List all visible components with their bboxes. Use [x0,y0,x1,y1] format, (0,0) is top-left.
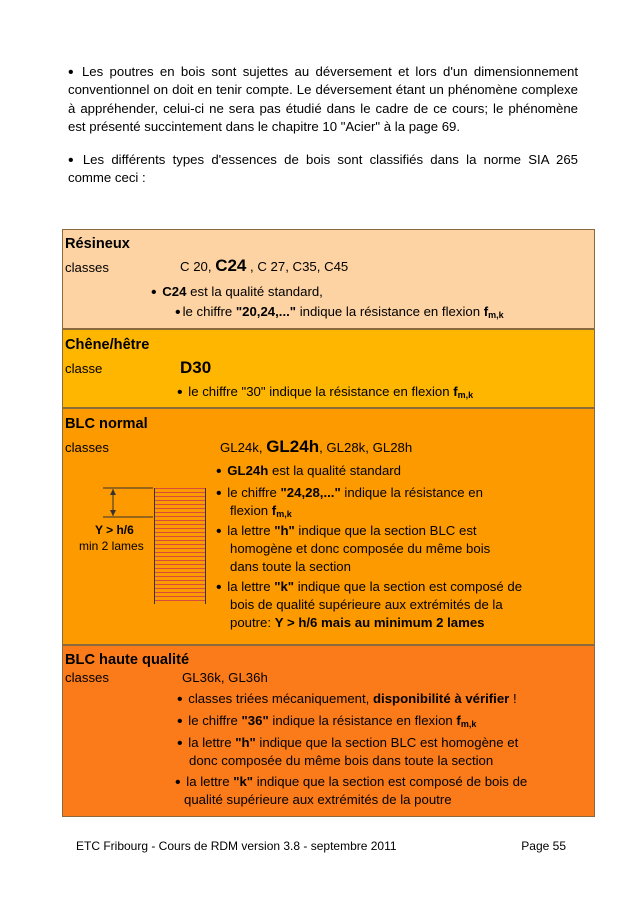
bullet-continuation: flexion $f_{m,k}$ [230,503,292,519]
classes-line: GL36k, GL36h [182,670,268,685]
bullet-icon: • [216,485,222,502]
figure-label-y: Y > h/6 [95,523,134,537]
bullet-icon: • [216,463,222,480]
bullet-icon: • [216,523,222,540]
class-d30: D30 [180,358,212,377]
bullet-icon: • [68,64,74,81]
figure-label-min: min 2 lames [79,539,144,553]
bullet-line: • la lettre "h" indique que la section BLC est homogène et [177,735,519,752]
bullet-line: • GL24h est la qualité standard [216,463,402,480]
bullet-line: • la lettre "k" indique que la section est composé de [216,579,523,596]
bullet-line: • la lettre "k" indique que la section est composé de bois de [175,774,528,791]
section-title: BLC haute qualité [65,652,190,668]
bullet-continuation: donc composée du même bois dans toute la section [189,753,494,768]
footer-course-info: ETC Fribourg - Cours de RDM version 3.8 - septembre 2011 [76,839,397,853]
section-chene-hetre [62,329,595,408]
bullet-line: • le chiffre "24,28,..." indique la résistance en [216,485,483,502]
bullet-continuation: qualité supérieure aux extrémités de la poutre [184,792,452,807]
bullet-icon: • [177,735,183,752]
classes-line: C 20, C24 , C 27, C35, C45 [180,256,349,275]
section-title: BLC normal [65,416,148,432]
bullet-icon: • [68,151,74,169]
bullet-continuation: homogène et donc composée du même bois [230,541,491,556]
bullet-continuation: bois de qualité supérieure aux extrémités de la [230,597,503,612]
classes-line: GL24k, GL24h, GL28k, GL28h [220,437,413,456]
bullet-line: • le chiffre "36" indique la résistance en flexion $f_{m,k}$ [177,713,477,730]
bullet-icon: • [177,691,183,708]
section-label: classes [65,440,109,455]
bullet-line: • le chiffre "20,24,..." indique la résistance en flexion $f_{m,k}$ [175,304,504,321]
bullet-icon: • [151,284,157,301]
section-label: classe [65,361,103,376]
bullet-continuation: dans toute la section [230,559,351,574]
page-footer [76,839,566,853]
intro-paragraph-2: • Les différents types d'essences de bois sont classifiés dans la norme SIA 265 comme ceci : [68,151,578,186]
page-number: Page 55 [521,839,566,853]
bullet-continuation: poutre: Y > h/6 mais au minimum 2 lames [230,615,485,630]
bullet-line: • C24 est la qualité standard, [151,284,323,301]
bullet-line: • le chiffre "30" indique la résistance en flexion $f_{m,k}$ [177,384,474,401]
section-title: Résineux [65,236,130,252]
bullet-icon: • [177,384,183,401]
bullet-line: • la lettre "h" indique que la section BLC est [216,523,477,540]
section-resineux [62,229,595,329]
intro-paragraph-1: • Les poutres en bois sont sujettes au déversement et lors d'un dimensionnement conventionnel on doit en tenir compte. Le déversement étant un phénomène complexe à appréhender, celui-ci ne sera pas étudié dans le cadre de ce cours; le phénomène est présenté succintement dans le chapitre 10 "Acier" à la page 69. [68,64,578,135]
section-title: Chêne/hêtre [65,337,150,353]
bullet-icon: • [175,774,181,791]
bullet-line: • classes triées mécaniquement, disponibilité à vérifier ! [177,691,517,708]
bullet-icon: • [177,713,183,730]
bullet-icon: • [216,579,222,596]
bullet-icon: • [175,304,181,321]
section-label: classes [65,670,109,685]
section-blc-haute-qualite [62,645,595,817]
glulam-section-figure [154,488,206,604]
intro-text [68,63,578,201]
section-label: classes [65,260,109,275]
section-blc-normal [62,408,595,645]
